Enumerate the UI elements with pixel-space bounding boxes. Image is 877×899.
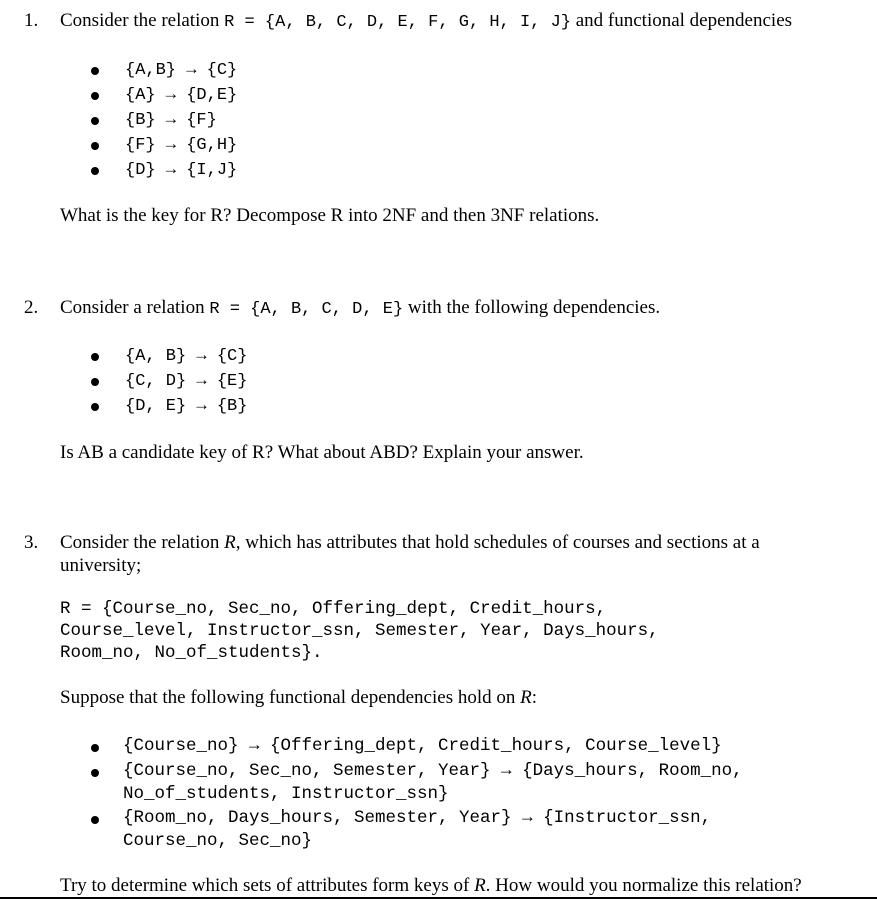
question-3-intro-a: Consider the relation — [60, 532, 225, 553]
question-3-fd-3 — [123, 807, 711, 853]
bullet-icon — [91, 117, 99, 125]
bullet-icon — [91, 378, 99, 386]
question-2-intro-prefix: Consider a relation — [60, 297, 210, 318]
question-2-relation: R = {A, B, C, D, E} — [209, 300, 404, 319]
question-1-intro-suffix: and functional dependencies — [570, 10, 793, 31]
question-2-intro — [60, 297, 660, 319]
question-3-final-prompt — [60, 875, 802, 897]
fd-text: {F} → {G,H} — [125, 136, 238, 155]
fd-text: {A, B} → {C} — [125, 347, 248, 366]
bullet-icon — [91, 744, 99, 752]
question-3-suppose-b: : — [531, 687, 538, 708]
relation-line: Course_level, Instructor_ssn, Semester, Year, Days_hours, — [60, 621, 659, 641]
question-2-number: 2. — [24, 297, 39, 318]
question-3-relation-block — [60, 598, 659, 664]
question-2-intro-suffix: with the following dependencies. — [403, 297, 661, 318]
question-3-intro-r: R — [224, 532, 236, 553]
bullet-icon — [91, 769, 99, 777]
fd-text: {D} → {I,J} — [125, 161, 238, 180]
question-3-fd-1 — [123, 735, 722, 758]
relation-line: R = {Course_no, Sec_no, Offering_dept, Credit_hours, — [60, 599, 607, 619]
bullet-icon — [91, 92, 99, 100]
question-1-number: 1. — [24, 10, 39, 31]
fd-line: {Course_no, Sec_no, Semester, Year} → {Days_hours, Room_no, — [123, 761, 743, 781]
question-3-final-r: R — [474, 875, 486, 896]
fd-text: {A,B} → {C} — [125, 61, 238, 80]
question-3-intro-line-2: university; — [60, 555, 142, 576]
fd-text: {C, D} → {E} — [125, 372, 248, 391]
fd-line: Course_no, Sec_no} — [123, 831, 313, 851]
question-1-relation: R = {A, B, C, D, E, F, G, H, I, J} — [224, 13, 571, 32]
fd-text: {A} → {D,E} — [125, 86, 238, 105]
question-1-intro — [60, 10, 792, 32]
question-3-number: 3. — [24, 532, 39, 553]
question-3-fd-2 — [123, 760, 743, 806]
question-2-prompt: Is AB a candidate key of R? What about ABD? Explain your answer. — [60, 442, 584, 463]
question-3-suppose-a: Suppose that the following functional dependencies hold on — [60, 687, 521, 708]
question-3-final-b: . How would you normalize this relation? — [485, 875, 802, 896]
fd-text: {B} → {F} — [125, 111, 217, 130]
bullet-icon — [91, 67, 99, 75]
fd-text: {D, E} → {B} — [125, 397, 248, 416]
question-1-intro-prefix: Consider the relation — [60, 10, 225, 31]
fd-line: {Course_no} → {Offering_dept, Credit_hours, Course_level} — [123, 736, 722, 756]
bullet-icon — [91, 353, 99, 361]
bullet-icon — [91, 167, 99, 175]
question-3-intro-b: , which has attributes that hold schedules of courses and sections at a — [235, 532, 760, 553]
question-3-suppose-r: R — [520, 687, 532, 708]
bullet-icon — [91, 403, 99, 411]
question-3-final-a: Try to determine which sets of attributes form keys of — [60, 875, 475, 896]
relation-line: Room_no, No_of_students}. — [60, 643, 323, 663]
fd-line: No_of_students, Instructor_ssn} — [123, 784, 449, 804]
question-3-suppose — [60, 687, 537, 709]
bullet-icon — [91, 816, 99, 824]
question-3-intro-line-1 — [60, 532, 760, 554]
bullet-icon — [91, 142, 99, 150]
question-1-prompt: What is the key for R? Decompose R into 2NF and then 3NF relations. — [60, 205, 600, 226]
fd-line: {Room_no, Days_hours, Semester, Year} → {Instructor_ssn, — [123, 808, 712, 828]
